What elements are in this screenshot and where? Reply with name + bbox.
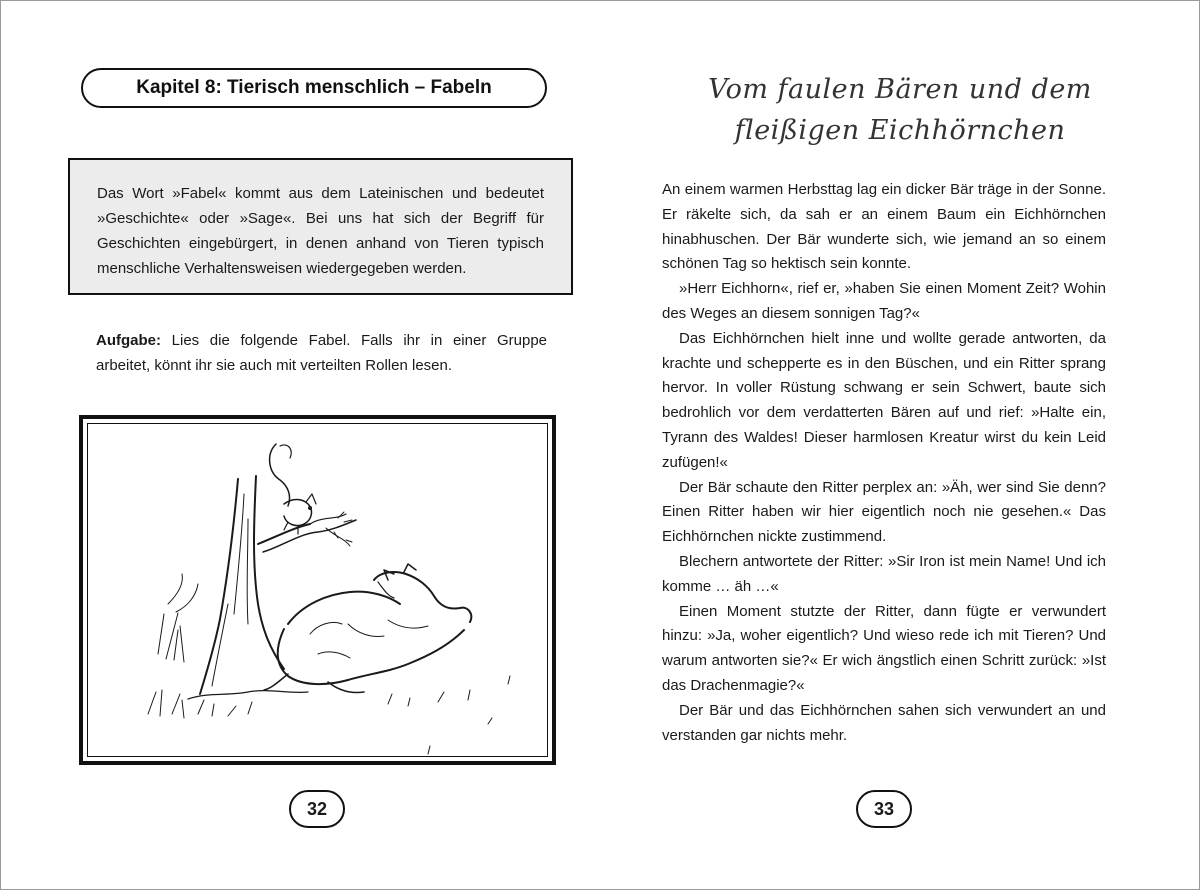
story-paragraph: »Herr Eichhorn«, rief er, »haben Sie einen Moment Zeit? Wohin des Weges an diesem sonnigen Tag?«: [662, 280, 1106, 322]
squirrel-drawing: [270, 444, 316, 534]
info-box: [68, 158, 573, 295]
page-number-left: 32: [289, 790, 345, 828]
bear-squirrel-illustration: [87, 423, 548, 757]
story-text: [662, 178, 1106, 748]
story-paragraph: Das Eichhörnchen hielt inne und wollte gerade antworten, da krachte und schepperte es in den Büschen, und ein Ritter sprang hervor. In voller Rüstung schwang er sein Schwert, baute sich bedrohlich vor dem verdatterten Bären auf und rief: »Halte ein, Tyrann des Waldes! Dieser harmlosen Kreatur wirst du kein Leid zufügen!«: [662, 329, 1106, 471]
task-label: Aufgabe:: [96, 332, 161, 349]
story-title-line-2: fleißigen Eichhörnchen: [734, 115, 1066, 146]
chapter-title: Kapitel 8: Tierisch menschlich – Fabeln: [81, 68, 547, 108]
story-paragraph: Einen Moment stutzte der Ritter, dann fügte er verwundert hinzu: »Ja, woher eigentlich? Und wieso rede ich mit Tieren? Und warum antworten sie?« Er wich ängstlich einen Schritt zurück: »Ist das Drachenmagie?«: [662, 602, 1106, 694]
grass-drawing: [148, 574, 510, 754]
task-text: Lies die folgende Fabel. Falls ihr in einer Gruppe arbeitet, könnt ihr sie auch mit verteilten Rollen lesen.: [96, 332, 547, 374]
story-paragraph: Der Bär und das Eichhörnchen sahen sich verwundert an und verstanden gar nichts mehr.: [662, 701, 1106, 744]
bear-drawing: [264, 564, 471, 693]
story-paragraph: Blechern antwortete der Ritter: »Sir Iron ist mein Name! Und ich komme … äh …«: [662, 552, 1106, 595]
page-number-right: 33: [856, 790, 912, 828]
task-paragraph: [96, 328, 547, 378]
illustration-frame: [79, 415, 556, 765]
story-title-line-1: Vom faulen Bären und dem: [708, 74, 1092, 105]
story-paragraph: An einem warmen Herbsttag lag ein dicker Bär träge in der Sonne. Er räkelte sich, da sah er an einem Baum ein Eichhörnchen hinabhuschen. Der Bär wunderte sich, wie jemand an so einem schönen Tag so hektisch sein konnte.: [662, 181, 1106, 273]
story-paragraph: Der Bär schaute den Ritter perplex an: »Äh, wer sind Sie denn? Einen Ritter haben wir hier eigentlich noch nie gesehen.« Das Eichhörnchen nickte zustimmend.: [662, 478, 1106, 546]
tree-drawing: [188, 476, 356, 699]
illustration-drawing: [88, 424, 555, 764]
right-page: [601, 1, 1199, 889]
story-title: [661, 69, 1139, 151]
info-box-text: Das Wort »Fabel« kommt aus dem Lateinischen und bedeutet »Geschichte« oder »Sage«. Bei uns hat sich der Begriff für Geschichten eingebürgert, in denen anhand von Tieren typisch menschliche Verhaltensweisen wiedergegeben werden.: [97, 185, 544, 277]
left-page: [1, 1, 601, 889]
